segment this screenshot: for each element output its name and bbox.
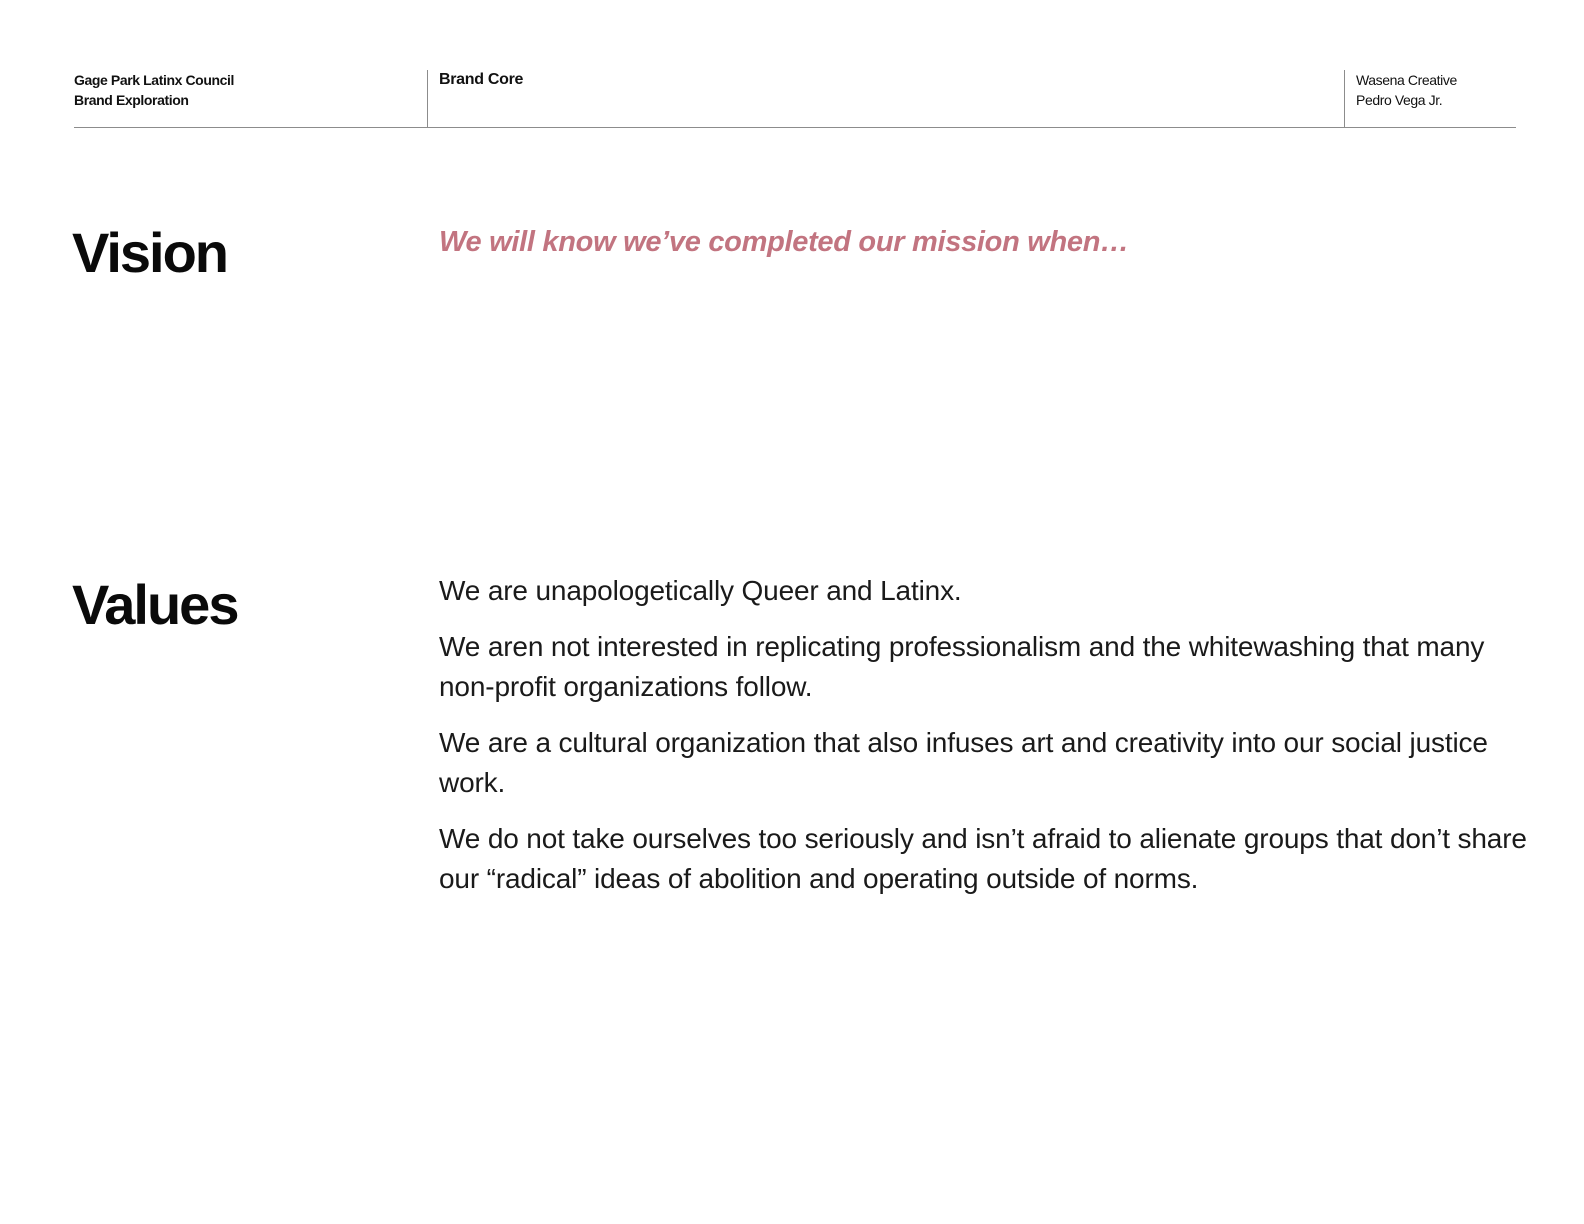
vision-statement: We will know we’ve completed our mission when… <box>439 226 1129 258</box>
vision-heading: Vision <box>72 221 228 284</box>
value-item: We aren not interested in replicating professionalism and the whitewashing that many non-profit organizations follow. <box>439 631 1485 702</box>
project-info <box>74 70 234 110</box>
values-heading: Values <box>72 573 238 636</box>
author-name: Pedro Vega Jr. <box>1356 92 1443 108</box>
section-label: Brand Core <box>439 71 524 88</box>
page-header <box>74 70 1516 128</box>
value-item: We are a cultural organization that also infuses art and creativity into our social justice work. <box>439 727 1488 798</box>
project-name: Brand Exploration <box>74 92 189 108</box>
agency-info <box>1356 70 1457 110</box>
client-name: Gage Park Latinx Council <box>74 72 234 88</box>
value-item: We do not take ourselves too seriously and isn’t afraid to alienate groups that don’t share our “radical” ideas of abolition and operating outside of norms. <box>439 823 1527 894</box>
header-divider-left <box>427 70 428 127</box>
values-list <box>439 571 1529 915</box>
header-divider-right <box>1344 70 1345 127</box>
value-item: We are unapologetically Queer and Latinx. <box>439 575 962 606</box>
agency-name: Wasena Creative <box>1356 72 1457 88</box>
